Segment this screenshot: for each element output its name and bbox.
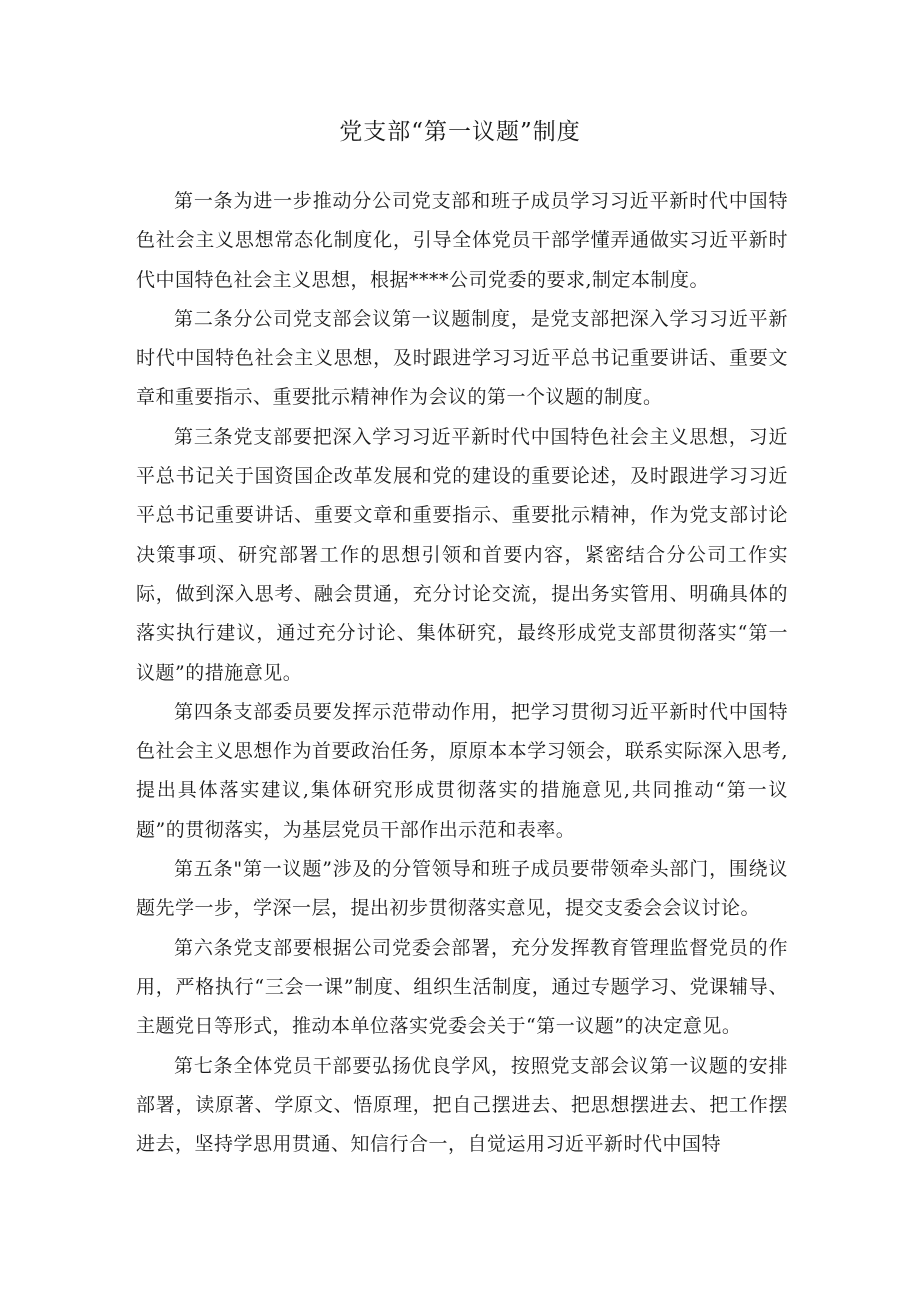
article-2-paragraph: 第二条分公司党支部会议第一议题制度，是党支部把深入学习习近平新时代中国特色社会主义思想，及时跟进学习习近平总书记重要讲话、重要文章和重要指示、重要批示精神作为会议的第一个议题的制度。 [136,307,788,409]
article-4-paragraph: 第四条支部委员要发挥示范带动作用，把学习贯彻习近平新时代中国特色社会主义思想作为首要政治任务，原原本本学习领会，联系实际深入思考,提出具体落实建议,集体研究形成贯彻落实的措施意见,共同推动“第一议题”的贯彻落实，为基层党员干部作出示范和表率。 [136,700,788,841]
article-1-paragraph: 第一条为进一步推动分公司党支部和班子成员学习习近平新时代中国特色社会主义思想常态化制度化，引导全体党员干部学懂弄通做实习近平新时代中国特色社会主义思想，根据****公司党委的要求,制定本制度。 [136,190,788,291]
document-title: 党支部“第一议题”制度 [339,119,581,145]
article-6-paragraph: 第六条党支部要根据公司党委会部署，充分发挥教育管理监督党员的作用，严格执行“三会一课”制度、组织生活制度，通过专题学习、党课辅导、主题党日等形式，推动本单位落实党委会关于“第一议题”的决定意见。 [136,936,788,1038]
article-5-paragraph: 第五条"第一议题”涉及的分管领导和班子成员要带领牵头部门，围绕议题先学一步，学深一层，提出初步贯彻落实意见，提交支委会会议讨论。 [136,858,788,920]
article-3-paragraph: 第三条党支部要把深入学习习近平新时代中国特色社会主义思想，习近平总书记关于国资国企改革发展和党的建设的重要论述，及时跟进学习习近平总书记重要讲话、重要文章和重要指示、重要批示精神，作为党支部讨论决策事项、研究部署工作的思想引领和首要内容，紧密结合分公司工作实际，做到深入思考、融会贯通，充分讨论交流，提出务实管用、明确具体的落实执行建议，通过充分讨论、集体研究，最终形成党支部贯彻落实“第一议题”的措施意见。 [136,425,788,684]
document-body [136,182,788,1164]
article-7-paragraph: 第七条全体党员干部要弘扬优良学风，按照党支部会议第一议题的安排部署，读原著、学原文、悟原理，把自己摆进去、把思想摆进去、把工作摆进去，坚持学思用贯通、知信行合一，自觉运用习近平新时代中国特 [136,1054,788,1156]
